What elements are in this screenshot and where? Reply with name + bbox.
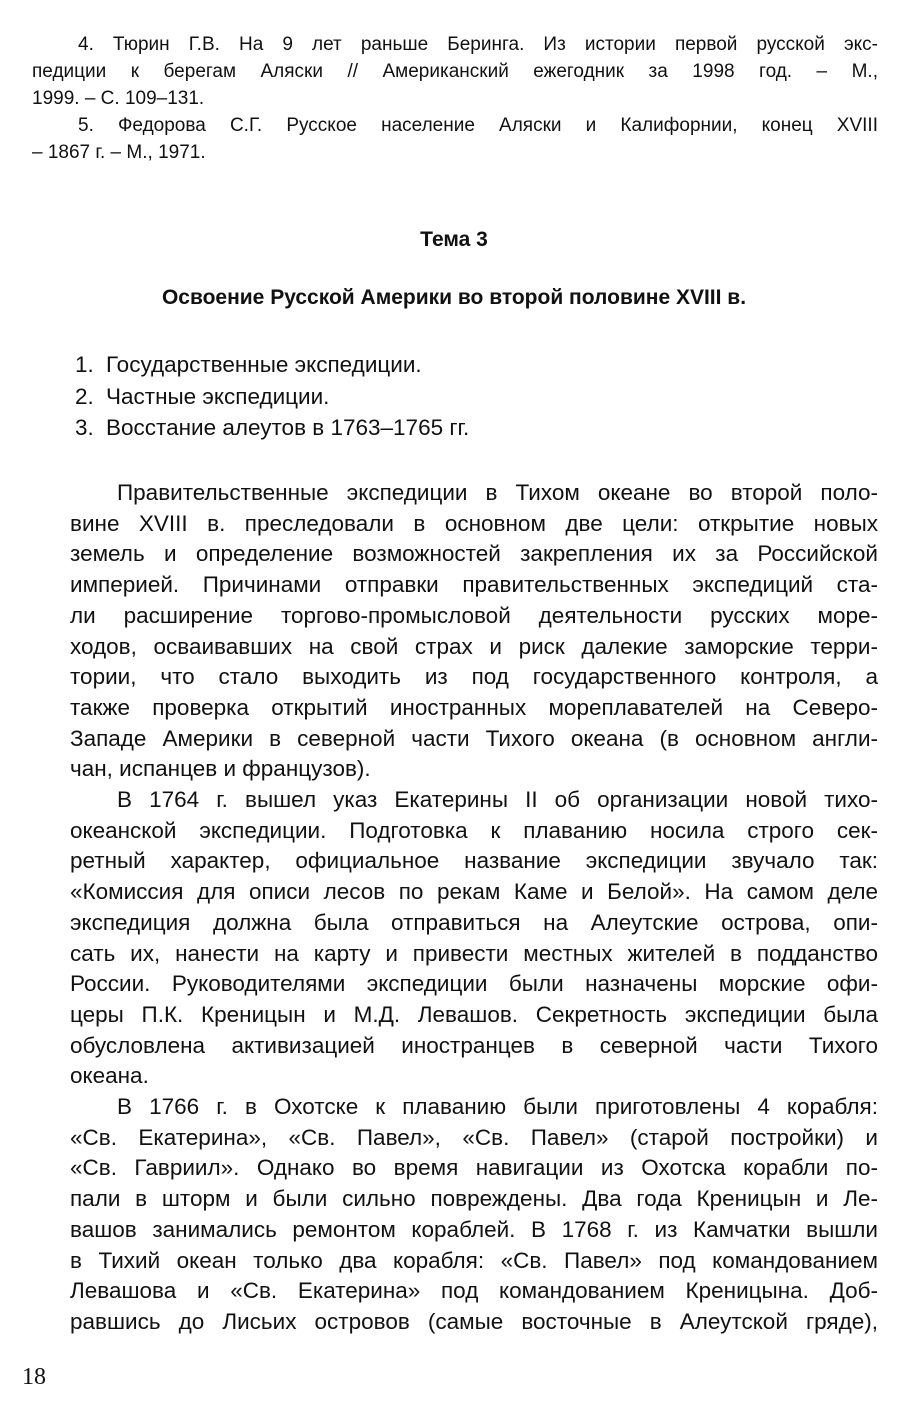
theme-subtitle: Освоение Русской Америки во второй половине XVIII в.: [161, 286, 747, 309]
paragraph-line: равшись до Лисьих островов (самые восточные в Алеутской гряде),: [70, 1308, 878, 1334]
paragraph-line: ли расширение торгово-промысловой деятельности русских море-: [70, 602, 878, 628]
topic-plan-list: [75, 349, 469, 444]
paragraph-line: «Св. Екатерина», «Св. Павел», «Св. Павел» (старой постройки) и: [70, 1124, 878, 1150]
paragraph-line: вашов занимались ремонтом кораблей. В 1768 г. из Камчатки вышли: [70, 1216, 878, 1242]
paragraph-line: обусловлена активизацией иностранцев в северной части Тихого: [70, 1032, 878, 1058]
reference-line: 5. Федорова С.Г. Русское население Аляски и Калифорнии, конец XVIII: [78, 115, 878, 136]
reference-line: 4. Тюрин Г.В. На 9 лет раньше Беринга. Из истории первой русской экс-: [78, 34, 878, 55]
paragraph-line: церы П.К. Креницын и М.Д. Левашов. Секретность экспедиции была: [70, 1001, 878, 1027]
paragraph: [70, 1092, 878, 1338]
reference-line: – 1867 г. – М., 1971.: [32, 142, 206, 163]
reference-entry: [32, 112, 878, 166]
paragraph-line: империей. Причинами отправки правительственных экспедиций ста-: [70, 572, 878, 598]
paragraph-line: также проверка открытий иностранных мореплавателей на Северо-: [70, 694, 878, 720]
plan-item-number: 2.: [75, 383, 94, 409]
paragraph-line: Левашова и «Св. Екатерина» под командованием Креницына. Доб-: [70, 1278, 878, 1304]
page-number: 18: [22, 1364, 46, 1390]
references-list: [32, 31, 878, 166]
paragraph-line: сать их, нанести на карту и привести местных жителей в подданство: [70, 940, 878, 966]
paragraph-line: ретный характер, официальное название экспедиции звучало так:: [70, 848, 878, 874]
reference-line: педиции к берегам Аляски // Американский ежегодник за 1998 год. – М.,: [32, 61, 878, 82]
plan-item: [75, 412, 469, 444]
plan-item: [75, 349, 469, 381]
paragraph-line: «Св. Гавриил». Однако во время навигации из Охотска корабли по-: [70, 1155, 878, 1181]
paragraph-line: России. Руководителями экспедиции были назначены морские офи-: [70, 971, 878, 997]
paragraph-line: океанской экспедиции. Подготовка к плаванию носила строго сек-: [70, 817, 878, 843]
paragraph-line: вине XVIII в. преследовали в основном две цели: открытие новых: [70, 510, 878, 536]
paragraph-line: океана.: [70, 1063, 149, 1089]
plan-item-text: Частные экспедиции.: [106, 383, 330, 409]
paragraph-line: тории, что стало выходить из под государственного контроля, а: [70, 664, 878, 690]
paragraph-line: В 1764 г. вышел указ Екатерины II об организации новой тихо-: [117, 787, 878, 813]
paragraph-line: ходов, осваивавших на свой страх и риск далекие заморские терри-: [70, 633, 878, 659]
theme-title: Тема 3: [420, 228, 488, 251]
paragraph-line: В 1766 г. в Охотске к плаванию были приготовлены 4 корабля:: [117, 1094, 878, 1120]
body-text: [70, 478, 878, 1338]
paragraph-line: Правительственные экспедиции в Тихом океане во второй поло-: [117, 480, 878, 505]
paragraph: [70, 785, 878, 1092]
paragraph-line: чан, испанцев и французов).: [70, 756, 371, 782]
plan-item-text: Государственные экспедиции.: [106, 352, 422, 377]
plan-item: [75, 381, 469, 413]
reference-entry: [32, 31, 878, 112]
reference-line: 1999. – С. 109–131.: [32, 88, 205, 109]
paragraph-line: в Тихий океан только два корабля: «Св. Павел» под командованием: [70, 1247, 878, 1273]
paragraph-line: экспедиция должна была отправиться на Алеутские острова, опи-: [70, 909, 878, 935]
paragraph-line: «Комиссия для описи лесов по рекам Каме и Белой». На самом деле: [70, 879, 878, 905]
paragraph-line: земель и определение возможностей закрепления их за Российской: [70, 541, 878, 567]
paragraph: [70, 478, 878, 785]
plan-item-text: Восстание алеутов в 1763–1765 гг.: [106, 415, 470, 440]
paragraph-line: Западе Америки в северной части Тихого океана (в основном англи-: [70, 725, 878, 751]
paragraph-line: пали в шторм и были сильно повреждены. Два года Креницын и Ле-: [70, 1186, 878, 1212]
plan-item-number: 3.: [75, 415, 94, 440]
plan-item-number: 1.: [75, 352, 94, 377]
